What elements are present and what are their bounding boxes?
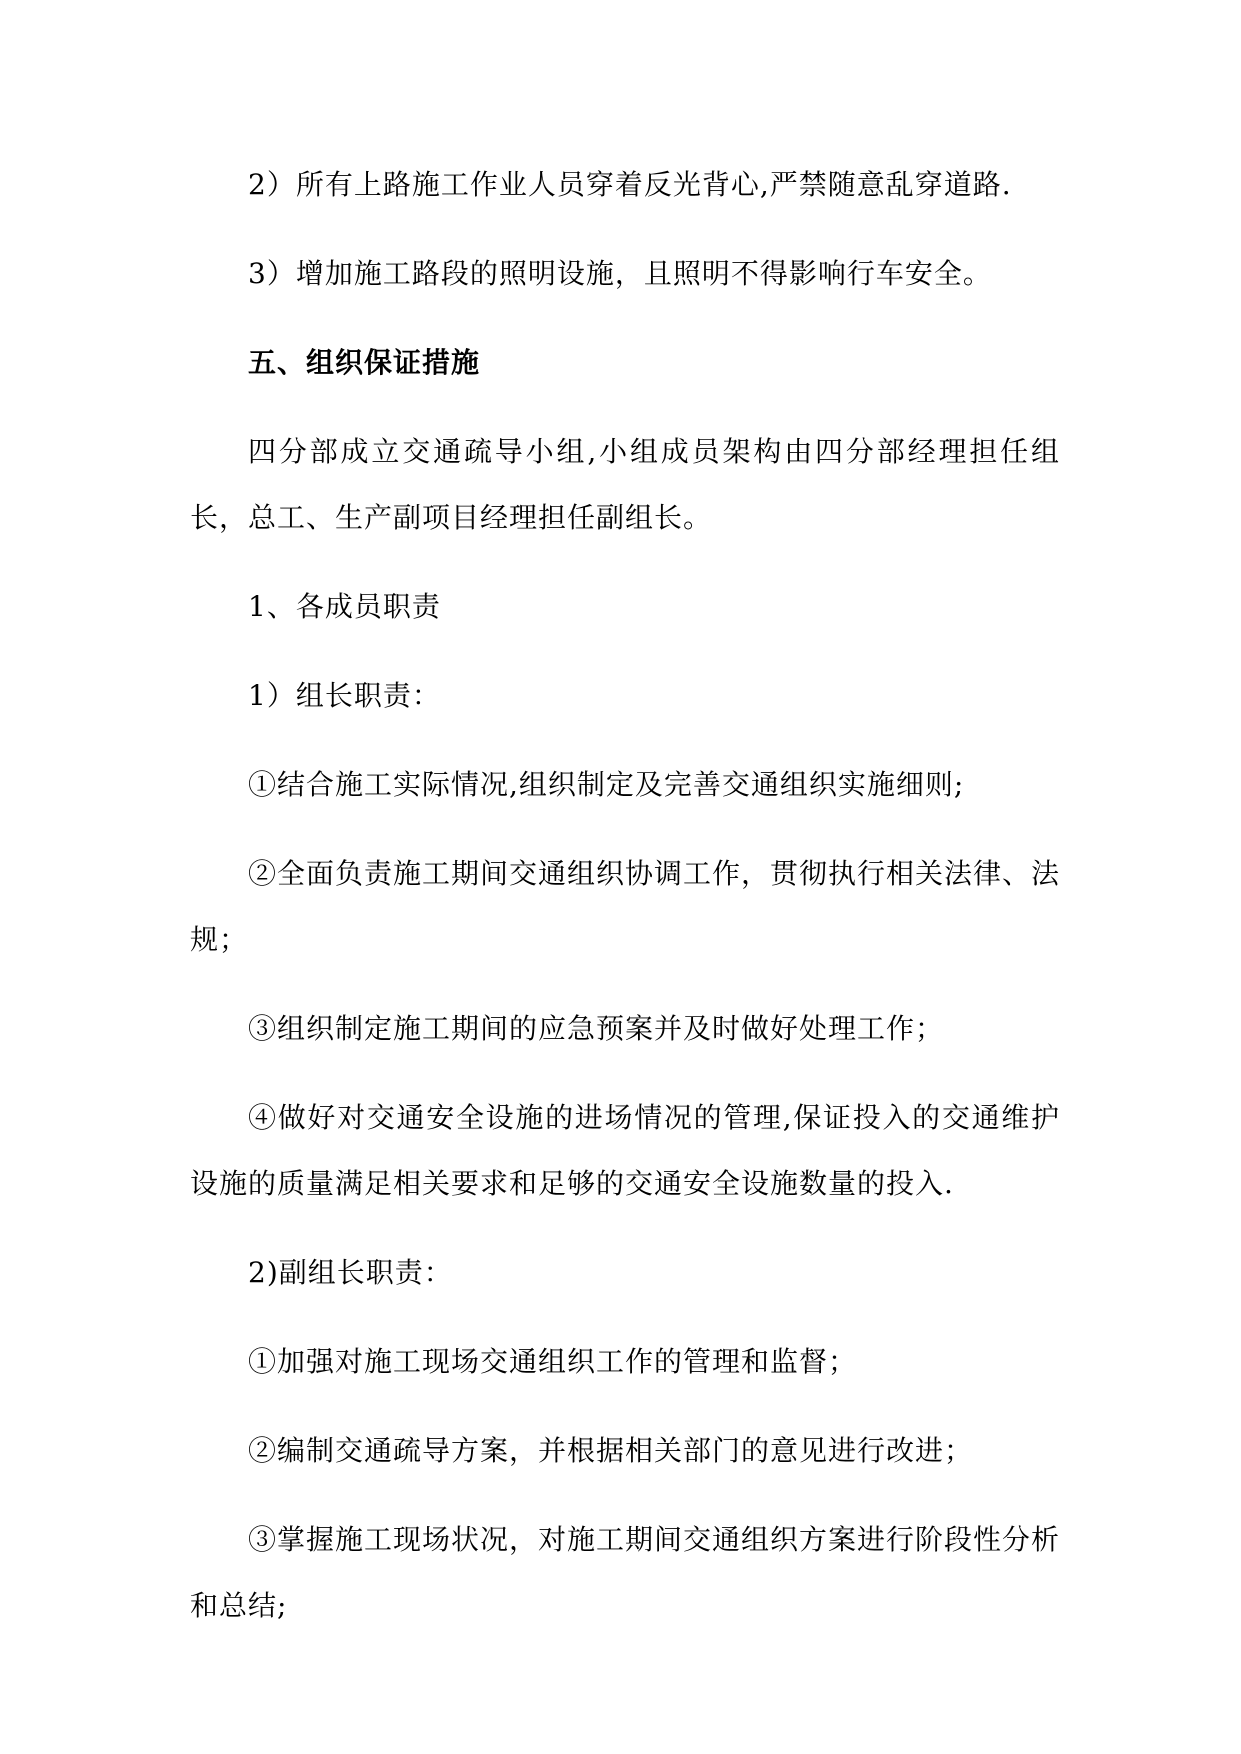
- leader-duty-4: ④做好对交通安全设施的进场情况的管理,保证投入的交通维护设施的质量满足相关要求和足够的交通安全设施数量的投入.: [190, 1101, 1060, 1200]
- paragraph-lighting: 3）增加施工路段的照明设施，且照明不得影响行车安全。: [248, 257, 992, 290]
- subheading-deputy-duties: 2)副组长职责：: [248, 1256, 453, 1289]
- subheading-member-duties: 1、各成员职责: [248, 590, 441, 623]
- leader-duty-2: ②全面负责施工期间交通组织协调工作，贯彻执行相关法律、法规；: [190, 857, 1061, 956]
- deputy-duty-3: ③掌握施工现场状况，对施工期间交通组织方案进行阶段性分析和总结;: [190, 1523, 1061, 1622]
- paragraph-traffic-team: 四分部成立交通疏导小组,小组成员架构由四分部经理担任组长，总工、生产副项目经理担任副组长。: [190, 435, 1060, 534]
- deputy-duty-2: ②编制交通疏导方案，并根据相关部门的意见进行改进；: [248, 1434, 974, 1467]
- document-body: [190, 152, 1060, 1639]
- leader-duty-3: ③组织制定施工期间的应急预案并及时做好处理工作；: [248, 1012, 945, 1045]
- section-heading-organization: 五、组织保证措施: [248, 346, 481, 379]
- deputy-duty-1: ①加强对施工现场交通组织工作的管理和监督；: [248, 1345, 858, 1378]
- leader-duty-1: ①结合施工实际情况,组织制定及完善交通组织实施细则;: [248, 768, 965, 801]
- subheading-leader-duties: 1）组长职责：: [248, 679, 441, 712]
- paragraph-reflective-vest: 2）所有上路施工作业人员穿着反光背心,严禁随意乱穿道路.: [248, 168, 1012, 201]
